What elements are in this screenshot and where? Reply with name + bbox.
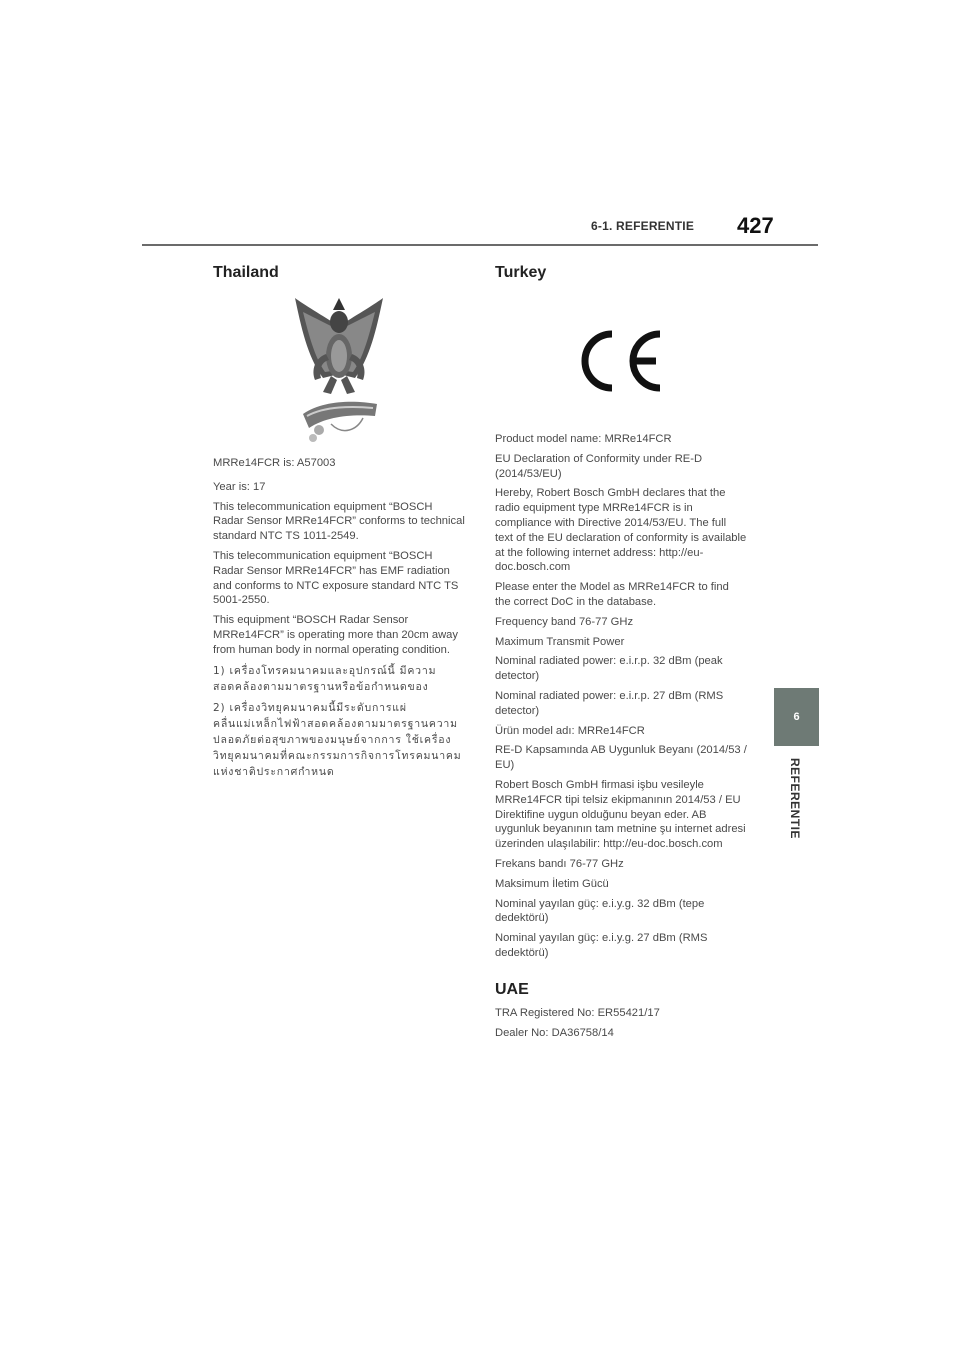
uae-heading: UAE bbox=[495, 980, 529, 998]
turkey-paragraph: Nominal radiated power: e.i.r.p. 32 dBm (peak detector) bbox=[495, 655, 723, 683]
turkey-paragraph: Robert Bosch GmbH firmasi işbu vesileyle MRRe14FCR tipi telsiz ekipmanının 2014/53 / EU Direktifine uygun olduğunu beyan eder. AB uygunluk beyanının tam metnine şu internet adresi üzerinden ulaşılabilir: http://eu-doc.bosch.com bbox=[495, 778, 746, 851]
turkey-paragraph: Maksimum İletim Gücü bbox=[495, 877, 609, 890]
turkey-paragraph: Frekans bandı 76-77 GHz bbox=[495, 857, 624, 870]
chapter-tab-number: 6 bbox=[793, 711, 800, 723]
turkey-paragraph: Frequency band 76-77 GHz bbox=[495, 615, 634, 628]
ce-mark bbox=[495, 330, 747, 392]
thailand-paragraph: This telecommunication equipment “BOSCH Radar Sensor MRRe14FCR” has EMF radiation and conforms to NTC exposure standard NTC TS 5001-2550. bbox=[213, 549, 459, 607]
header-divider bbox=[142, 244, 818, 246]
turkey-paragraph: Maximum Transmit Power bbox=[495, 635, 625, 648]
turkey-paragraph: Nominal yayılan güç: e.i.y.g. 27 dBm (RMS dedektörü) bbox=[495, 932, 708, 959]
turkey-paragraph: Hereby, Robert Bosch GmbH declares that the radio equipment type MRRe14FCR is in compliance with Directive 2014/53/EU. The full text of the EU declaration of conformity is available at the following internet address: http://eu-doc.bosch.com bbox=[495, 487, 747, 574]
turkey-paragraph: RE-D Kapsamında AB Uygunluk Beyanı (2014/53 / EU) bbox=[495, 744, 747, 772]
chapter-tab-label: REFERENTIE bbox=[788, 758, 802, 840]
turkey-heading: Turkey bbox=[495, 264, 547, 281]
thailand-section bbox=[213, 264, 465, 785]
chapter-tab[interactable] bbox=[774, 688, 819, 746]
page-number: 427 bbox=[737, 213, 774, 238]
turkey-paragraph: EU Declaration of Conformity under RE-D (2014/53/EU) bbox=[495, 452, 703, 480]
turkey-paragraph: Please enter the Model as MRRe14FCR to find the correct DoC in the database. bbox=[495, 581, 729, 608]
thailand-thai-paragraph: 2) เครื่องวิทยุคมนาคมนี้มีระดับการแผ่คลื่นแม่เหล็กไฟฟ้าสอดคล้องตามมาตรฐานความปลอดภัยต่อสุขภาพของมนุษย์จากการ ใช้เครื่องวิทยุคมนาคมที่คณะกรรมการกิจการโทรคมนาคมแห่งชาติประกาศกำหนด bbox=[213, 701, 462, 778]
turkey-paragraph: Nominal radiated power: e.i.r.p. 27 dBm (RMS detector) bbox=[495, 689, 724, 717]
turkey-section bbox=[495, 264, 747, 1045]
thailand-thai-paragraph: 1) เครื่องโทรคมนาคมและอุปกรณ์นี้ มีความสอดคล้องตามมาตรฐานหรือข้อกำหนดของ bbox=[213, 664, 437, 693]
turkey-paragraph: Nominal yayılan güç: e.i.y.g. 32 dBm (tepe dedektörü) bbox=[495, 897, 705, 925]
turkey-paragraph: Ürün model adı: MRRe14FCR bbox=[495, 724, 645, 737]
thailand-paragraph: MRRe14FCR is: A57003 bbox=[213, 457, 336, 469]
turkey-paragraph: Product model name: MRRe14FCR bbox=[495, 433, 672, 445]
uae-paragraph: TRA Registered No: ER55421/17 bbox=[495, 1006, 660, 1019]
section-label: 6-1. REFERENTIE bbox=[591, 219, 695, 233]
garuda-emblem bbox=[213, 296, 465, 446]
garuda-emblem-icon bbox=[293, 296, 385, 446]
thailand-paragraph: This equipment “BOSCH Radar Sensor MRRe14FCR” is operating more than 20cm away from human body in normal operating condition. bbox=[213, 614, 458, 656]
ce-mark-icon bbox=[578, 330, 664, 392]
thailand-heading: Thailand bbox=[213, 264, 279, 281]
thailand-paragraph: Year is: 17 bbox=[213, 480, 266, 493]
uae-paragraph: Dealer No: DA36758/14 bbox=[495, 1026, 614, 1039]
thailand-paragraph: This telecommunication equipment “BOSCH Radar Sensor MRRe14FCR” conforms to technical standard NTC TS 1011-2549. bbox=[213, 500, 465, 543]
